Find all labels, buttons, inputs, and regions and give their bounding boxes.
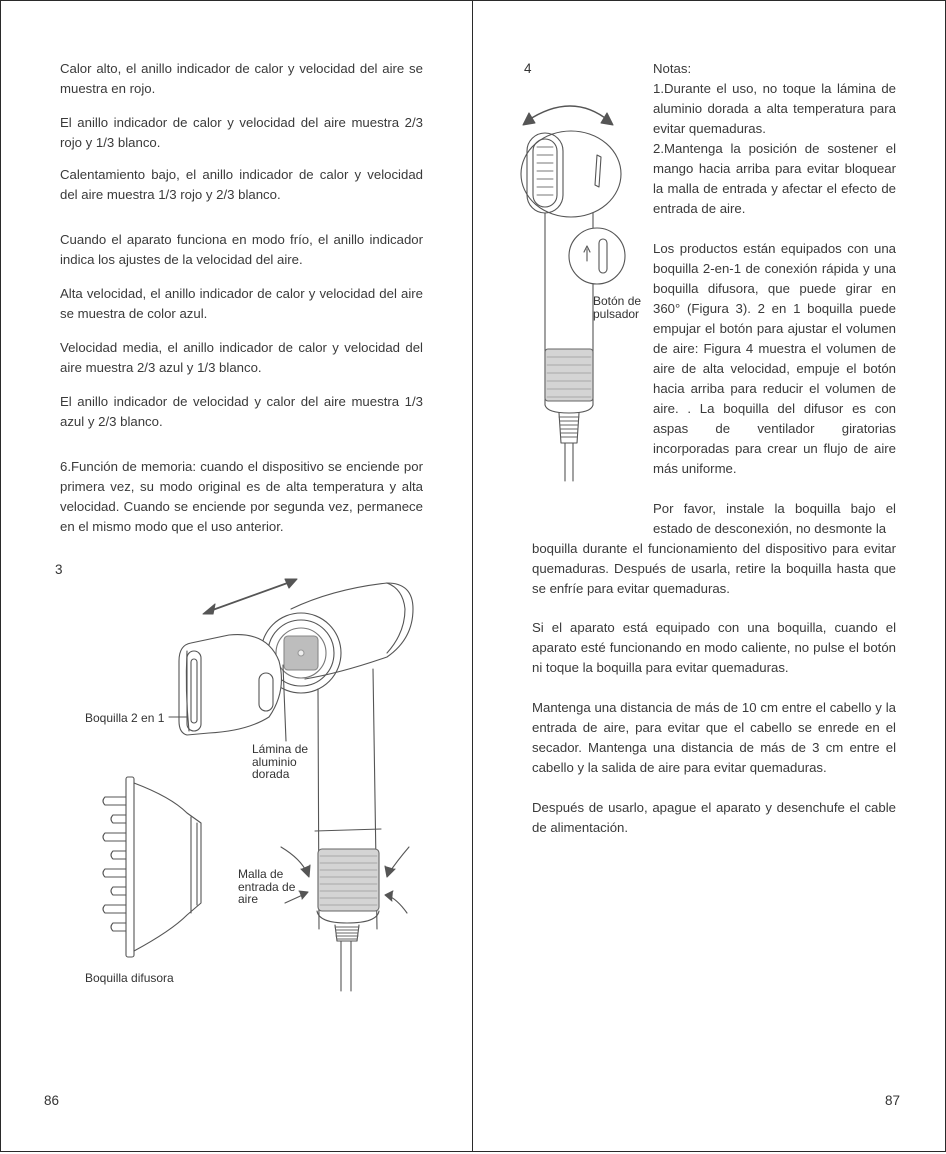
label-nozzle-2in1: Boquilla 2 en 1 bbox=[85, 711, 165, 725]
paragraph-cold-mode: Cuando el aparato funciona en modo frío, el anillo indicador indica los ajustes de la velocidad del aire. bbox=[60, 232, 423, 267]
left-page bbox=[0, 0, 473, 1152]
paragraph-medium-heat: El anillo indicador de calor y velocidad del aire muestra 2/3 rojo y 1/3 blanco. bbox=[60, 115, 423, 150]
paragraph-install-end: boquilla durante el funcionamiento del dispositivo para evitar quemaduras. Después de usarla, retire la boquilla hasta que se enfríe para evitar quemaduras. bbox=[532, 541, 896, 596]
paragraph-nozzle-description: Los productos están equipados con una boquilla 2-en-1 de conexión rápida y una boquilla difusora, que puede girar en 360° (Figura 3). 2 en 1 boquilla puede empujar el botón para ajustar el volumen de aire: Figura 4 muestra el volumen de aire de alta velocidad, empuje el botón hacia arriba para reducir el volumen de aire. . La boquilla del difusor es con aspas de ventilador giratorias incorporadas para crear un flujo de aire más uniforme. bbox=[653, 241, 896, 476]
label-aluminium-plate: Lámina de aluminio dorada bbox=[252, 742, 309, 781]
label-push-button: Botón de pulsador bbox=[593, 294, 642, 321]
figure-3-number: 3 bbox=[55, 562, 63, 577]
note-1: 1.Durante el uso, no toque la lámina de aluminio dorada a alta temperatura para evitar quemaduras. bbox=[653, 81, 896, 136]
paragraph-high-heat: Calor alto, el anillo indicador de calor y velocidad del aire se muestra en rojo. bbox=[60, 61, 423, 96]
paragraph-low-speed: El anillo indicador de velocidad y calor del aire muestra 1/3 azul y 2/3 blanco. bbox=[60, 394, 423, 429]
label-air-inlet-mesh: Malla de entrada de aire bbox=[238, 867, 296, 906]
page-number-right: 87 bbox=[885, 1093, 901, 1108]
paragraph-high-speed: Alta velocidad, el anillo indicador de calor y velocidad del aire se muestra de color azul. bbox=[60, 286, 423, 321]
paragraph-medium-speed: Velocidad media, el anillo indicador de calor y velocidad del aire muestra 2/3 azul y 1/3 blanco. bbox=[60, 340, 423, 375]
notes-title: Notas: bbox=[653, 61, 692, 76]
page-number-left: 86 bbox=[44, 1093, 60, 1108]
right-page bbox=[472, 0, 946, 1152]
paragraph-after-use: Después de usarlo, apague el aparato y desenchufe el cable de alimentación. bbox=[532, 800, 896, 835]
figure-3-illustration bbox=[1, 561, 474, 1021]
paragraph-hot-mode-warning: Si el aparato está equipado con una boquilla, cuando el aparato esté funcionando en modo caliente, no pulse el botón ni toque la boquilla para evitar quemaduras. bbox=[532, 620, 896, 675]
label-diffuser-nozzle: Boquilla difusora bbox=[85, 971, 174, 985]
paragraph-install-start: Por favor, instale la boquilla bajo el estado de desconexión, no desmonte la bbox=[653, 501, 896, 536]
paragraph-distance: Mantenga una distancia de más de 10 cm entre el cabello y la entrada de aire, para evitar que el cabello se enrede en el secador. Mantenga una distancia de más de 3 cm entre el cabello y la salida de aire para evitar quemaduras. bbox=[532, 700, 896, 775]
figure-4-number: 4 bbox=[524, 61, 532, 76]
paragraph-low-heat: Calentamiento bajo, el anillo indicador de calor y velocidad del aire muestra 1/3 rojo y 2/3 blanco. bbox=[60, 167, 423, 202]
paragraph-memory-function: 6.Función de memoria: cuando el dispositivo se enciende por primera vez, su modo original es de alta temperatura y alta velocidad. Cuando se enciende por segunda vez, permanece en el mismo modo que el uso anterior. bbox=[60, 459, 423, 534]
note-2: 2.Mantenga la posición de sostener el mango hacia arriba para evitar bloquear la malla de entrada y afectar el efecto de entrada de aire. bbox=[653, 141, 896, 216]
